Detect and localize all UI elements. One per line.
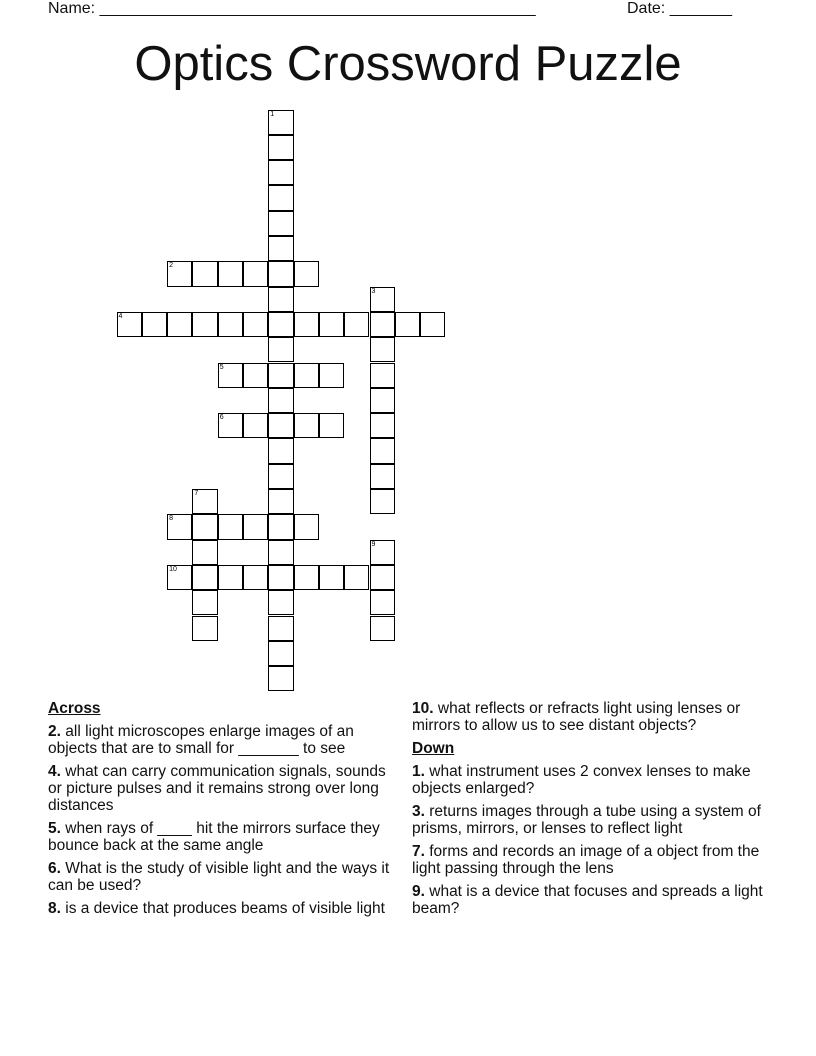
down-clue [412,843,764,877]
grid-cell[interactable] [167,261,192,286]
down-clue [412,763,764,797]
grid-cell[interactable] [370,337,395,362]
grid-cell[interactable] [294,565,319,590]
grid-cell[interactable] [243,261,268,286]
grid-cell[interactable] [218,312,243,337]
grid-cell[interactable] [268,363,293,388]
grid-cell[interactable] [370,312,395,337]
grid-cell[interactable] [268,641,293,666]
grid-cell[interactable] [344,312,369,337]
grid-cell[interactable] [243,514,268,539]
cell-number: 3 [371,287,376,295]
clue-number: 7. [412,843,425,860]
cell-number: 1 [270,110,275,118]
grid-cell[interactable] [192,540,217,565]
grid-cell[interactable] [370,540,395,565]
grid-cell[interactable] [268,236,293,261]
grid-cell[interactable] [268,590,293,615]
down-clue [412,883,764,917]
grid-cell[interactable] [117,312,142,337]
grid-cell[interactable] [192,616,217,641]
clues-column-right [412,700,764,923]
clue-number: 6. [48,860,61,877]
clue-number: 8. [48,900,61,917]
clue-text: all light microscopes enlarge images of an objects that are to small for _______ to see [48,723,354,757]
clue-text: what reflects or refracts light using lenses or mirrors to allow us to see distant objects? [412,700,741,734]
across-heading: Across [48,700,101,717]
grid-cell[interactable] [167,312,192,337]
across-clue [48,763,400,814]
grid-cell[interactable] [192,261,217,286]
grid-cell[interactable] [218,565,243,590]
name-field-label[interactable]: Name: _________________________________________________ [48,0,536,17]
grid-cell[interactable] [192,312,217,337]
clue-text: when rays of ____ hit the mirrors surface they bounce back at the same angle [48,820,380,854]
clue-text: What is the study of visible light and the ways it can be used? [48,860,390,894]
grid-cell[interactable] [294,363,319,388]
grid-cell[interactable] [370,565,395,590]
grid-cell[interactable] [218,261,243,286]
grid-cell[interactable] [370,363,395,388]
clue-text: forms and records an image of a object from the light passing through the lens [412,843,760,877]
grid-cell[interactable] [218,413,243,438]
down-clue [412,803,764,837]
grid-cell[interactable] [268,540,293,565]
grid-cell[interactable] [243,413,268,438]
grid-cell[interactable] [167,565,192,590]
grid-cell[interactable] [268,337,293,362]
grid-cell[interactable] [370,489,395,514]
across-clue-list [48,723,400,917]
across-clue [48,860,400,894]
grid-cell[interactable] [370,388,395,413]
grid-cell[interactable] [370,464,395,489]
cell-number: 8 [169,515,173,523]
clue-number: 9. [412,883,425,900]
grid-cell[interactable] [192,514,217,539]
grid-cell[interactable] [167,514,192,539]
grid-cell[interactable] [370,287,395,312]
across-clue [48,723,400,757]
grid-cell[interactable] [268,110,293,135]
grid-cell[interactable] [268,312,293,337]
clue-number: 2. [48,723,61,740]
grid-cell[interactable] [243,565,268,590]
grid-cell[interactable] [344,565,369,590]
clues-column-left [48,700,400,923]
grid-cell[interactable] [268,160,293,185]
clue-number: 4. [48,763,61,780]
grid-cell[interactable] [218,514,243,539]
clue-text: is a device that produces beams of visible light [65,900,385,917]
grid-cell[interactable] [268,464,293,489]
clue-across-10 [412,700,764,734]
grid-cell[interactable] [395,312,420,337]
grid-cell[interactable] [268,438,293,463]
grid-cell[interactable] [142,312,167,337]
down-heading: Down [412,740,455,757]
grid-cell[interactable] [192,489,217,514]
grid-cell[interactable] [268,388,293,413]
grid-cell[interactable] [319,363,344,388]
grid-cell[interactable] [268,211,293,236]
cell-number: 7 [194,490,199,497]
grid-cell[interactable] [268,185,293,210]
cell-number: 9 [371,540,376,548]
grid-cell[interactable] [192,590,217,615]
grid-cell[interactable] [420,312,445,337]
grid-cell[interactable] [370,616,395,641]
cell-number: 6 [219,414,224,422]
grid-cell[interactable] [268,489,293,514]
across-clue [48,820,400,854]
date-field-label[interactable]: Date: _______ [627,0,732,17]
grid-cell[interactable] [268,565,293,590]
clue-number: 3. [412,803,425,820]
clue-number: 5. [48,820,61,837]
grid-cell[interactable] [243,363,268,388]
cell-number: 4 [118,312,123,320]
cell-number: 5 [219,363,224,371]
across-clue [48,900,400,917]
grid-cell[interactable] [294,514,319,539]
clue-text: returns images through a tube using a system of prisms, mirrors, or lenses to reflect light [412,803,761,837]
grid-cell[interactable] [370,438,395,463]
grid-cell[interactable] [268,666,293,691]
grid-cell[interactable] [268,135,293,160]
grid-cell[interactable] [268,514,293,539]
grid-cell[interactable] [370,590,395,615]
grid-cell[interactable] [294,413,319,438]
grid-cell[interactable] [243,312,268,337]
grid-cell[interactable] [268,413,293,438]
clue-number: 1. [412,763,425,780]
grid-cell[interactable] [294,312,319,337]
clue-text: what is a device that focuses and spreads a light beam? [412,883,763,917]
grid-cell[interactable] [268,616,293,641]
grid-cell[interactable] [268,261,293,286]
cell-number: 2 [169,262,173,270]
grid-cell[interactable] [319,413,344,438]
grid-cell[interactable] [319,312,344,337]
down-clue-list [412,763,764,917]
page-title: Optics Crossword Puzzle [134,37,682,91]
clue-text: what instrument uses 2 convex lenses to make objects enlarged? [412,763,751,797]
grid-cell[interactable] [268,287,293,312]
grid-cell[interactable] [192,565,217,590]
grid-cell[interactable] [319,565,344,590]
cell-number: 10 [169,565,177,573]
clue-text: what can carry communication signals, sounds or picture pulses and it remains strong over long distances [48,763,386,814]
grid-cell[interactable] [370,413,395,438]
grid-cell[interactable] [294,261,319,286]
clue-number: 10. [412,700,434,717]
grid-cell[interactable] [218,363,243,388]
